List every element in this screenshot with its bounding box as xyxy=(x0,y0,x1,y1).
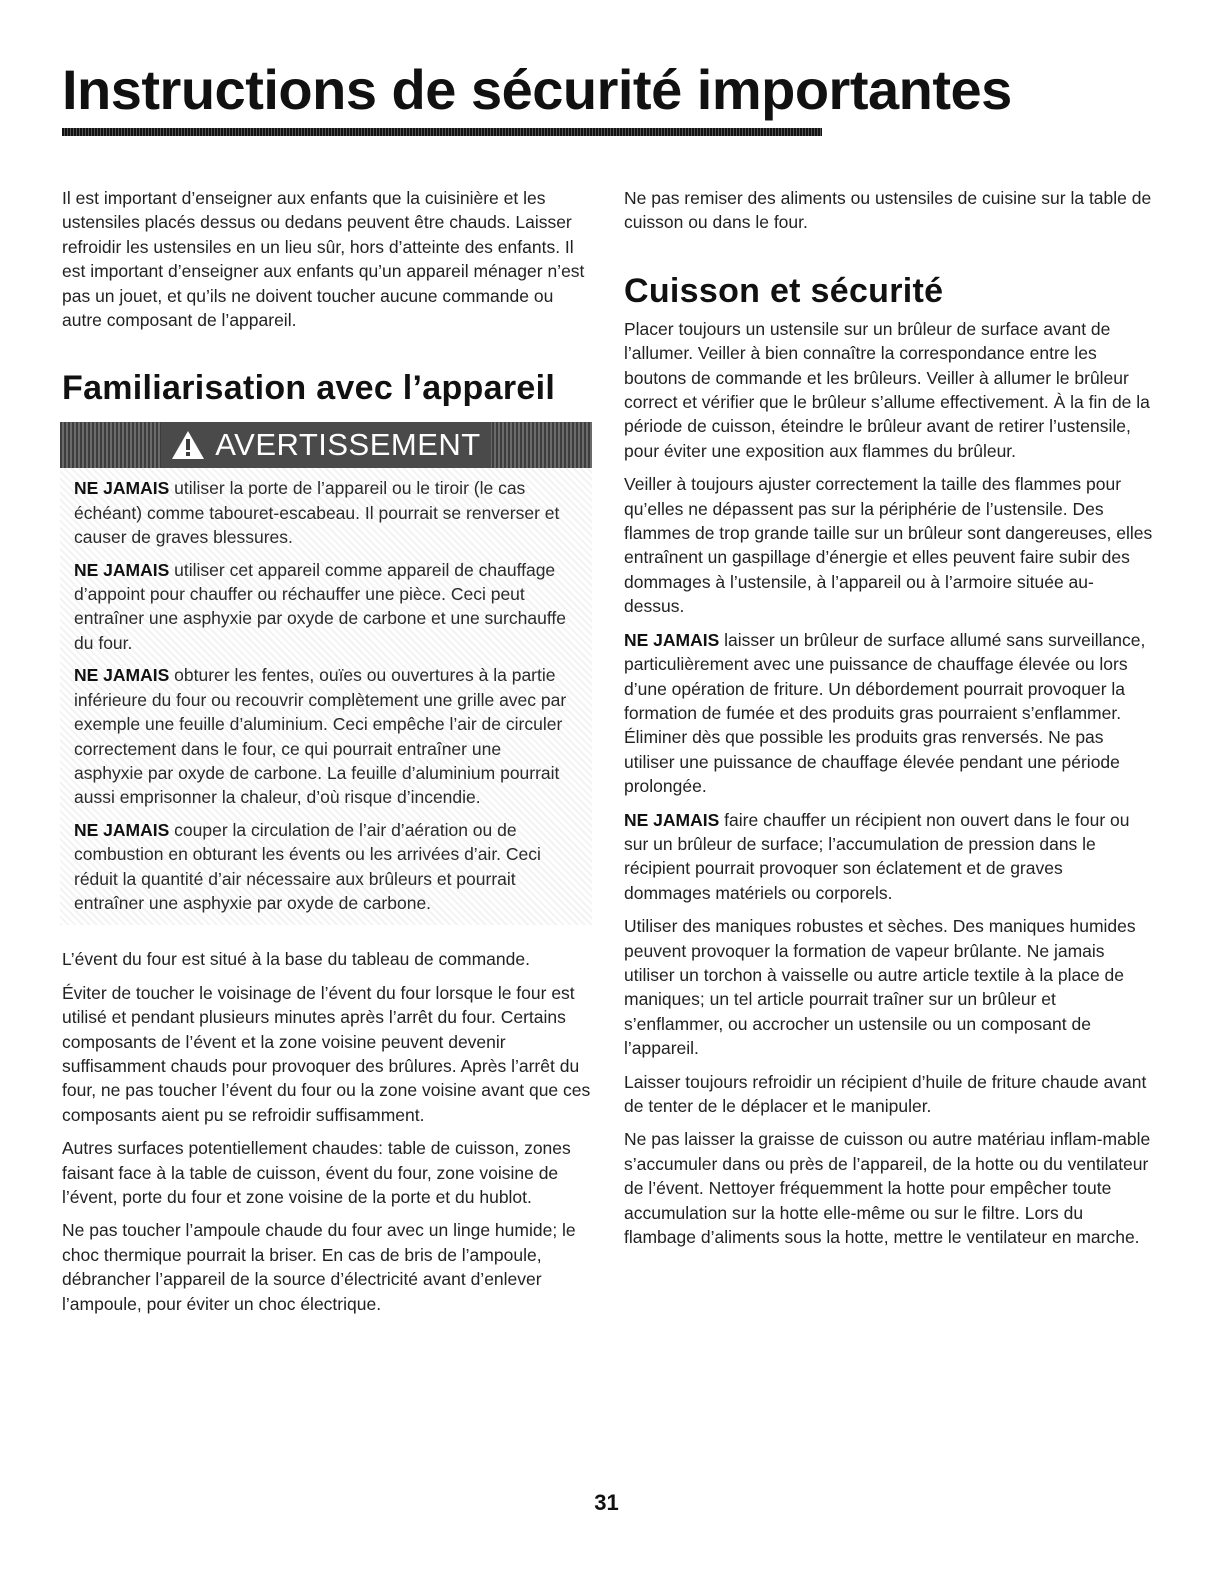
body-paragraph: L’évent du four est situé à la base du tableau de commande. xyxy=(62,949,530,970)
page-title: Instructions de sécurité importantes xyxy=(62,58,1012,121)
left-column xyxy=(62,186,592,1325)
right-column xyxy=(624,186,1154,1258)
warning-label-text: AVERTISSEMENT xyxy=(215,427,481,463)
warning-banner xyxy=(60,422,592,468)
body-paragraph: NE JAMAIS faire chauffer un récipient non ouvert dans le four ou sur un brûleur de surface; l’accumulation de pression dans le récipient pourrait provoquer son éclatement et de graves dommages matériels ou corporels. xyxy=(624,809,1130,903)
title-rule xyxy=(62,128,822,136)
body-paragraph: Éviter de toucher le voisinage de l’évent du four lorsque le four est utilisé et pendant plusieurs minutes après l’arrêt du four. Certains composants de l’évent et la zone voisine peuvent devenir suffisamment chauds pour provoquer des brûlures. Après l’arrêt du four, ne pas toucher l’évent du four ou la zone voisine avant que ces composants aient pu se refroidir suffisamment. xyxy=(62,982,591,1125)
body-paragraph: NE JAMAIS laisser un brûleur de surface allumé sans surveillance, particulièrement avec une puissance de chauffage élevée ou lors d’une opération de friture. Un débordement pourrait provoquer la formation de fumée et des produits gras pourraient s’enflammer. Éliminer dès que possible les produits gras renversés. Ne pas utiliser une puissance de chauffage élevée pendant une période prolongée. xyxy=(624,629,1146,797)
intro-paragraph: Ne pas remiser des aliments ou ustensiles de cuisine sur la table de cuisson ou dans le four. xyxy=(624,188,1152,233)
section-heading-cuisson: Cuisson et sécurité xyxy=(624,271,944,310)
warning-box xyxy=(60,422,592,925)
page-number: 31 xyxy=(594,1490,619,1515)
warning-item: NE JAMAIS utiliser cet appareil comme appareil de chauffage d’appoint pour chauffer ou réchauffer une pièce. Ceci peut entraîner une asphyxie par oxyde de carbone et une surchauffe du four. xyxy=(74,559,566,653)
body-paragraph: Veiller à toujours ajuster correctement la taille des flammes pour qu’elles ne dépassent pas sur la périphérie de l’ustensile. Des flammes de trop grande taille sur un brûleur sont dangereuses, elles entraînent un gaspillage d’énergie et elles peuvent faire subir des dommages à l’ustensile, à l’appareil ou à l’armoire située au-dessus. xyxy=(624,474,1153,617)
body-paragraph: Placer toujours un ustensile sur un brûleur de surface avant de l’allumer. Veiller à bien connaître la correspondance entre les boutons de commande et les brûleurs. Veiller à allumer le brûleur correct et vérifier que le brûleur s’allume effectivement. À la fin de la période de cuisson, éteindre le brûleur avant de retirer l’ustensile, pour éviter une exposition aux flammes du brûleur. xyxy=(624,318,1150,461)
body-paragraph: Utiliser des maniques robustes et sèches. Des maniques humides peuvent provoquer la formation de vapeur brûlante. Ne jamais utiliser un torchon à vaisselle ou autre article textile à la place de maniques; un tel article pourrait traîner sur un brûleur et s’enflammer, ou accrocher un ustensile ou un composant de l’appareil. xyxy=(624,916,1136,1059)
body-paragraph: Ne pas laisser la graisse de cuisson ou autre matériau inflam-mable s’accumuler dans ou près de l’appareil, de la hotte ou du ventilateur de l’évent. Nettoyer fréquemment la hotte pour empêcher toute accumulation sur la hotte elle-même ou sur le filtre. Lors du flambage d’aliments sous la hotte, mettre le ventilateur en marche. xyxy=(624,1129,1151,1248)
warning-item: NE JAMAIS obturer les fentes, ouïes ou ouvertures à la partie inférieure du four ou recouvrir complètement une grille avec par exemple une feuille d’aluminium. Ceci empêche l’air de circuler correctement dans le four, ce qui pourrait entraîner une asphyxie par oxyde de carbone. La feuille d’aluminium pourrait aussi emprisonner la chaleur, d’où risque d’incendie. xyxy=(74,665,567,808)
intro-paragraph: Il est important d’enseigner aux enfants que la cuisinière et les ustensiles placés dessus ou dedans peuvent être chauds. Laisser refroidir les ustensiles en un lieu sûr, hors d’atteinte des enfants. Il est important d’enseigner aux enfants qu’un appareil ménager n’est pas un jouet, et qu’ils ne doivent toucher aucune commande ou autre composant de l’appareil. xyxy=(62,188,585,331)
body-paragraph: Ne pas toucher l’ampoule chaude du four avec un linge humide; le choc thermique pourrait la briser. En cas de bris de l’ampoule, débrancher l’appareil de la source d’électricité avant d’enlever l’ampoule, pour éviter un choc électrique. xyxy=(62,1220,576,1314)
warning-triangle-icon xyxy=(171,430,205,460)
warning-body xyxy=(60,468,592,915)
section-heading-familiarisation: Familiarisation avec l’appareil xyxy=(62,369,556,408)
warning-label xyxy=(161,422,490,468)
body-paragraph: Laisser toujours refroidir un récipient d’huile de friture chaude avant de tenter de le déplacer et le manipuler. xyxy=(624,1071,1147,1116)
warning-item: NE JAMAIS utiliser la porte de l’appareil ou le tiroir (le cas échéant) comme tabouret-escabeau. Il pourrait se renverser et causer de graves blessures. xyxy=(74,478,560,548)
warning-item: NE JAMAIS couper la circulation de l’air d’aération ou de combustion en obturant les évents ou les arrivées d’air. Ceci réduit la quantité d’air nécessaire aux brûleurs et pourrait entraîner une asphyxie par oxyde de carbone. xyxy=(74,819,541,913)
body-paragraph: Autres surfaces potentiellement chaudes: table de cuisson, zones faisant face à la table de cuisson, évent du four, zone voisine de l’évent, porte du four et zone voisine de la porte et du hublot. xyxy=(62,1138,571,1207)
